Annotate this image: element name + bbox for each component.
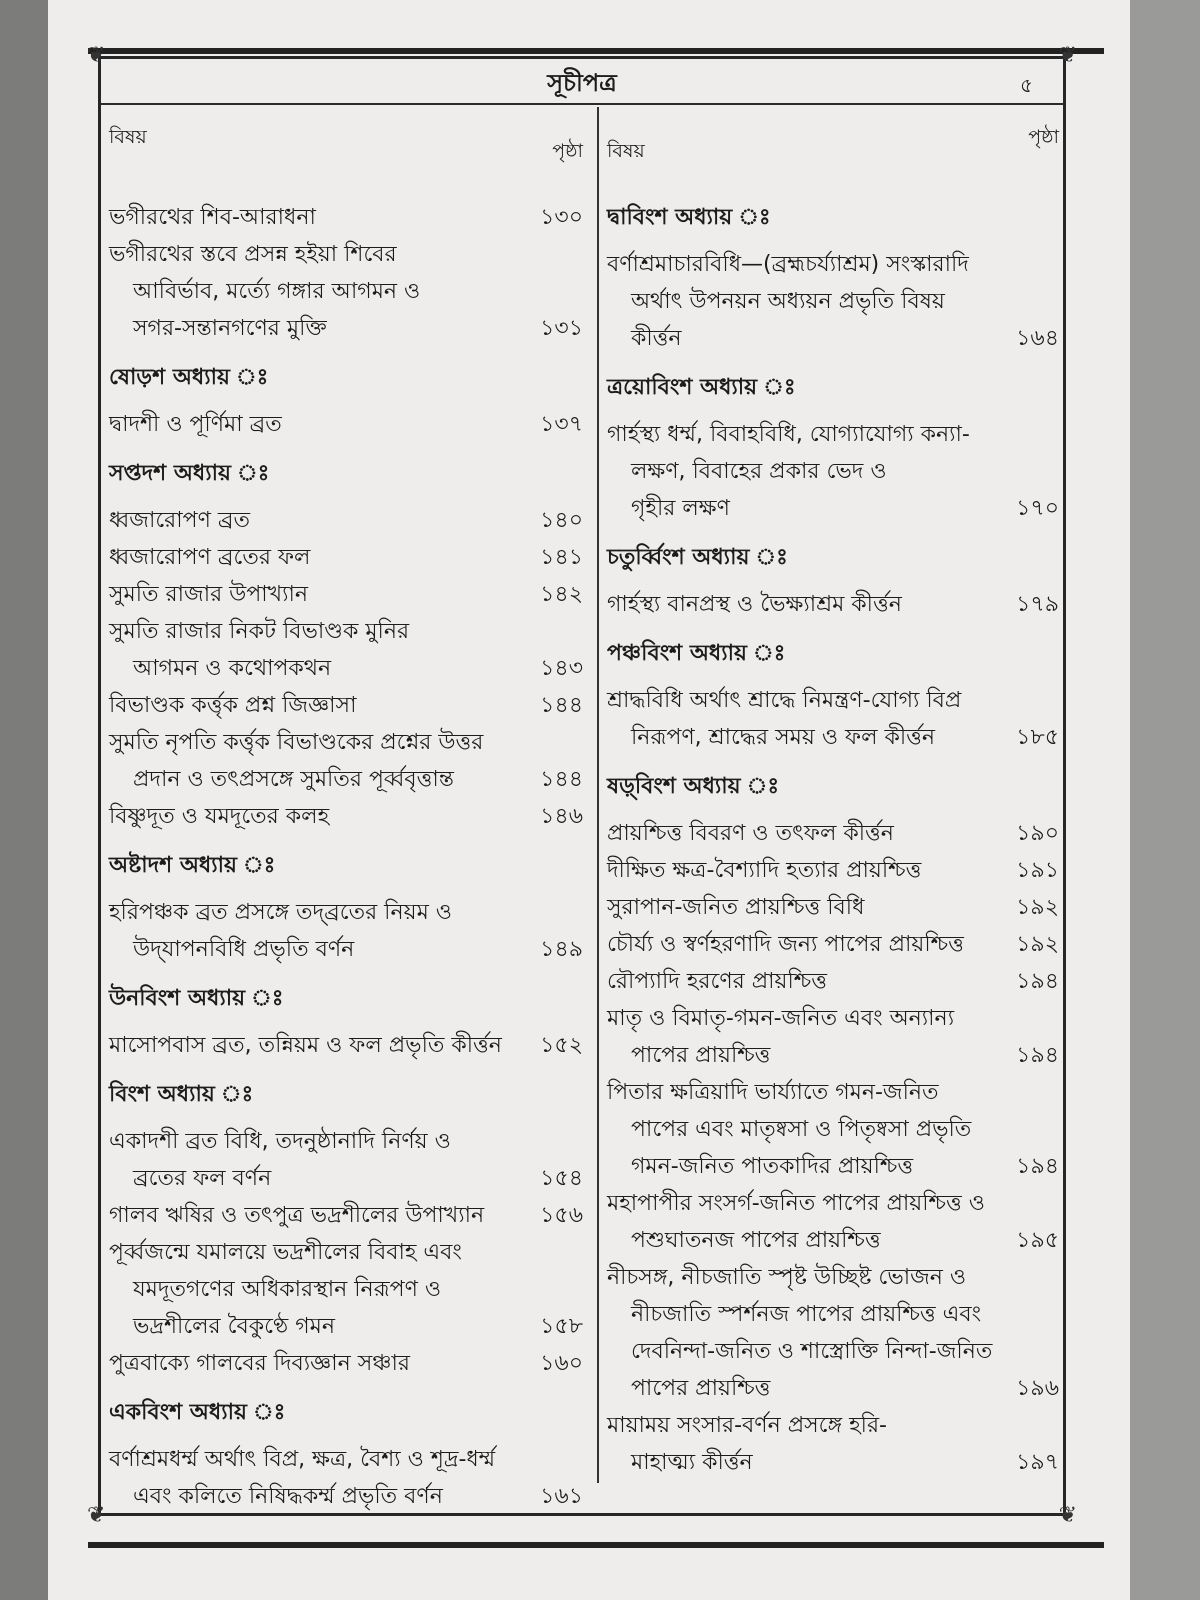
toc-page-number: ১৯৪ (1016, 1043, 1059, 1068)
toc-entry-text: মহাপাপীর সংসর্গ-জনিত পাপের প্রায়শ্চিত্ত ও (607, 1191, 985, 1216)
toc-entry-text: পিতার ক্ষত্রিয়াদি ভার্য্যাতে গমন-জনিত (607, 1080, 939, 1105)
page-number: ৫ (1020, 73, 1033, 97)
toc-page-number: ১৪৩ (540, 656, 583, 681)
toc-entry-text: লক্ষণ, বিবাহের প্রকার ভেদ ও (631, 459, 887, 484)
toc-page-number: ১৪৪ (540, 693, 583, 718)
toc-entry-text: মায়াময় সংসার-বর্ণন প্রসঙ্গে হরি- (607, 1413, 888, 1438)
toc-entry-text: একাদশী ব্রত বিধি, তদনুষ্ঠানাদি নির্ণয় ও (109, 1129, 451, 1154)
toc-entry (109, 798, 583, 835)
toc-entry (109, 1027, 583, 1064)
toc-entry-text: অর্থাৎ উপনয়ন অধ্যয়ন প্রভৃতি বিষয় (631, 289, 945, 314)
toc-entry (109, 406, 583, 443)
toc-page-number: ১৬৪ (1016, 326, 1059, 351)
toc-entry-text: আগমন ও কথোপকথন (133, 656, 332, 681)
right-column (607, 123, 1059, 1481)
toc-entry (109, 687, 583, 724)
toc-page-number: ১৩০ (540, 205, 583, 230)
toc-entry-text: মাতৃ ও বিমাতৃ-গমন-জনিত এবং অন্যান্য (607, 1006, 955, 1031)
toc-page-number: ১৯৬ (1016, 1376, 1059, 1401)
toc-page-number: ১৯৫ (1016, 1228, 1059, 1253)
toc-page-number: ১৯২ (1016, 895, 1059, 920)
chapter-heading: বিংশ অধ্যায় ঃ (109, 1082, 254, 1107)
toc-entry-text: মাহাত্ম্য কীর্ত্তন (631, 1450, 753, 1475)
toc-entry (607, 926, 1059, 963)
page-header: পৃষ্ঠা (1028, 126, 1059, 148)
toc-page-number: ১৪০ (540, 508, 583, 533)
toc-entry (109, 1345, 583, 1382)
toc-entry-text: বর্ণাশ্রমাচারবিধি—(ব্রহ্মচর্য্যাশ্রম) সংস্কারাদি (607, 252, 969, 277)
toc-entry-text: দ্বাদশী ও পূর্ণিমা ব্রত (109, 412, 282, 437)
toc-entry (109, 894, 583, 968)
toc-entry-text: বিভাণ্ডক কর্ত্তৃক প্রশ্ন জিজ্ঞাসা (109, 693, 357, 718)
toc-entry-text: দেবনিন্দা-জনিত ও শাস্ত্রোক্তি নিন্দা-জনিত (631, 1339, 993, 1364)
toc-page-number: ১৫৮ (540, 1314, 583, 1339)
toc-page-number: ১৪১ (540, 545, 583, 570)
toc-entry-text: ব্রতের ফল বর্ণন (133, 1166, 272, 1191)
toc-page-number: ১৫২ (540, 1033, 583, 1058)
corner-ornament-icon: ❦ (87, 1503, 106, 1528)
toc-entry (607, 1259, 1059, 1407)
toc-page-number: ১৪৯ (540, 937, 583, 962)
toc-list-left (109, 199, 583, 1515)
toc-entry-text: সগর-সন্তানগণের মুক্তি (133, 316, 327, 341)
toc-entry-text: হরিপঞ্চক ব্রত প্রসঙ্গে তদ্‌ব্রতের নিয়ম ও (109, 900, 452, 925)
toc-entry (607, 586, 1059, 623)
toc-entry (607, 1074, 1059, 1185)
subject-header: বিষয় (109, 126, 147, 148)
toc-entry-text: রৌপ্যাদি হরণের প্রায়শ্চিত্ত (607, 969, 827, 994)
toc-page-number: ১৯৭ (1016, 1450, 1059, 1475)
toc-entry-text: পুত্রবাক্যে গালবের দিব্যজ্ঞান সঞ্চার (109, 1351, 410, 1376)
page-shadow-right (1130, 0, 1200, 1600)
toc-entry (109, 236, 583, 347)
toc-entry-text: মাসোপবাস ব্রত, তন্নিয়ম ও ফল প্রভৃতি কীর্ত্তন (109, 1033, 502, 1058)
toc-entry-text: ভগীরথের শিব-আরাধনা (109, 205, 316, 230)
toc-entry-text: দীক্ষিত ক্ষত্র-বৈশ্যাদি হত্যার প্রায়শ্চিত্ত (607, 858, 922, 883)
chapter-heading: দ্বাবিংশ অধ্যায় ঃ (607, 205, 771, 230)
page-header: পৃষ্ঠা (552, 140, 583, 162)
corner-ornament-icon: ❦ (87, 43, 106, 68)
toc-entry (607, 1185, 1059, 1259)
toc-page-number: ১৯১ (1016, 858, 1059, 883)
chapter-heading: ষড়্‌বিংশ অধ্যায় ঃ (607, 774, 780, 799)
toc-entry (109, 502, 583, 539)
toc-entry-text: সুরাপান-জনিত প্রায়শ্চিত্ত বিধি (607, 895, 865, 920)
toc-entry-text: পূর্ব্বজন্মে যমালয়ে ভদ্রশীলের বিবাহ এবং (109, 1240, 462, 1265)
toc-entry-text: শ্রাদ্ধবিধি অর্থাৎ শ্রাদ্ধে নিমন্ত্রণ-যোগ্য বিপ্র (607, 688, 962, 713)
toc-entry-text: পাপের প্রায়শ্চিত্ত (631, 1043, 771, 1068)
toc-entry (607, 682, 1059, 756)
toc-entry-text: গার্হস্থ্য ধর্ম্ম, বিবাহবিধি, যোগ্যাযোগ্য কন্যা- (607, 422, 970, 447)
chapter-heading: একবিংশ অধ্যায় ঃ (109, 1400, 286, 1425)
toc-entry-text: গার্হস্থ্য বানপ্রস্থ ও ভৈক্ষ্যাশ্রম কীর্ত্তন (607, 592, 902, 617)
column-header (109, 123, 583, 169)
toc-entry-text: চৌর্য্য ও স্বর্ণহরণাদি জন্য পাপের প্রায়শ্চিত্ত (607, 932, 964, 957)
toc-page-number: ১৫৪ (540, 1166, 583, 1191)
toc-entry (607, 416, 1059, 527)
toc-entry-text: সুমতি রাজার নিকট বিভাণ্ডক মুনির (109, 619, 410, 644)
toc-entry-text: কীর্ত্তন (631, 326, 682, 351)
toc-entry-text: প্রায়শ্চিত্ত বিবরণ ও তৎফল কীর্ত্তন (607, 821, 894, 846)
toc-entry (109, 613, 583, 687)
toc-entry (607, 963, 1059, 1000)
toc-entry (109, 576, 583, 613)
toc-entry-text: নীচসঙ্গ, নীচজাতি স্পৃষ্ট উচ্ছিষ্ট ভোজন ও (607, 1265, 967, 1290)
toc-entry-text: গৃহীর লক্ষণ (631, 496, 730, 521)
chapter-heading: চতুর্ব্বিংশ অধ্যায় ঃ (607, 545, 788, 570)
toc-page-number: ১৯৪ (1016, 969, 1059, 994)
chapter-heading: পঞ্চবিংশ অধ্যায় ঃ (607, 641, 786, 666)
toc-entry (607, 889, 1059, 926)
toc-entry-text: নিরূপণ, শ্রাদ্ধের সময় ও ফল কীর্ত্তন (631, 725, 936, 750)
toc-page-number: ১৯০ (1016, 821, 1059, 846)
toc-entry-text: বর্ণাশ্রমধর্ম্ম অর্থাৎ বিপ্র, ক্ষত্র, বৈশ্য ও শূদ্র-ধর্ম্ম (109, 1447, 496, 1472)
chapter-heading: ত্রয়োবিংশ অধ্যায় ঃ (607, 375, 796, 400)
toc-page-number: ১৮৫ (1016, 725, 1059, 750)
toc-entry (109, 1234, 583, 1345)
toc-entry-text: গমন-জনিত পাতকাদির প্রায়শ্চিত্ত (631, 1154, 914, 1179)
toc-entry-text: এবং কলিতে নিষিদ্ধকর্ম্ম প্রভৃতি বর্ণন (133, 1484, 443, 1509)
subject-header: বিষয় (607, 140, 645, 162)
page-shadow-left (0, 0, 48, 1600)
toc-entry (109, 539, 583, 576)
toc-entry-text: ভদ্রশীলের বৈকুণ্ঠে গমন (133, 1314, 336, 1339)
toc-list-right (607, 199, 1059, 1481)
toc-entry-text: পশুঘাতনজ পাপের প্রায়শ্চিত্ত (631, 1228, 881, 1253)
toc-page-number: ১৯২ (1016, 932, 1059, 957)
toc-entry-text: ধ্বজারোপণ ব্রতের ফল (109, 545, 311, 570)
toc-entry-text: পাপের প্রায়শ্চিত্ত (631, 1376, 771, 1401)
toc-entry (109, 199, 583, 236)
toc-entry-text: সুমতি রাজার উপাখ্যান (109, 582, 308, 607)
column-header (607, 123, 1059, 169)
toc-page-number: ১৯৪ (1016, 1154, 1059, 1179)
corner-ornament-icon: ❦ (1058, 43, 1077, 68)
toc-entry-text: উদ্‌যাপনবিধি প্রভৃতি বর্ণন (133, 937, 355, 962)
toc-entry-text: যমদূতগণের অধিকারস্থান নিরূপণ ও (133, 1277, 442, 1302)
toc-page-number: ১৬১ (540, 1484, 583, 1509)
left-column (109, 123, 583, 1515)
toc-entry (109, 1441, 583, 1515)
corner-ornament-icon: ❦ (1058, 1503, 1077, 1528)
toc-entry-text: পাপের এবং মাতৃষ্বসা ও পিতৃষ্বসা প্রভৃতি (631, 1117, 972, 1142)
toc-page-number: ১৪৪ (540, 767, 583, 792)
toc-entry (607, 852, 1059, 889)
toc-page-number: ১৩৭ (540, 412, 583, 437)
toc-entry-text: বিষ্ণুদূত ও যমদূতের কলহ (109, 804, 330, 829)
toc-entry (607, 1407, 1059, 1481)
toc-entry-text: আবির্ভাব, মর্ত্যে গঙ্গার আগমন ও (133, 279, 421, 304)
toc-page-number: ১৪৬ (540, 804, 583, 829)
toc-entry-text: গালব ঋষির ও তৎপুত্র ভদ্রশীলের উপাখ্যান (109, 1203, 485, 1228)
toc-entry (109, 1123, 583, 1197)
toc-entry (607, 815, 1059, 852)
contents-frame (87, 43, 1077, 1528)
chapter-heading: উনবিংশ অধ্যায় ঃ (109, 986, 284, 1011)
toc-page-number: ১৭০ (1016, 496, 1059, 521)
page-title: সূচীপত্র (547, 69, 617, 97)
toc-entry-text: প্রদান ও তৎপ্রসঙ্গে সুমতির পূর্ব্ববৃত্তান্ত (133, 767, 454, 792)
toc-entry-text: নীচজাতি স্পর্শনজ পাপের প্রায়শ্চিত্ত এবং (631, 1302, 982, 1327)
toc-entry (109, 1197, 583, 1234)
toc-entry (109, 724, 583, 798)
toc-page-number: ১৩১ (540, 316, 583, 341)
chapter-heading: সপ্তদশ অধ্যায় ঃ (109, 461, 270, 486)
toc-entry (607, 246, 1059, 357)
toc-entry-text: ভগীরথের স্তবে প্রসন্ন হইয়া শিবের (109, 242, 397, 267)
chapter-heading: ষোড়শ অধ্যায় ঃ (109, 365, 269, 390)
toc-page-number: ১৪২ (540, 582, 583, 607)
toc-entry-text: সুমতি নৃপতি কর্ত্তৃক বিভাণ্ডকের প্রশ্নের উত্তর (109, 730, 484, 755)
toc-entry (607, 1000, 1059, 1074)
toc-page-number: ১৫৬ (540, 1203, 583, 1228)
chapter-heading: অষ্টাদশ অধ্যায় ঃ (109, 853, 276, 878)
header-rule (101, 103, 1063, 105)
toc-entry-text: ধ্বজারোপণ ব্রত (109, 508, 251, 533)
column-divider (597, 107, 599, 1483)
toc-page-number: ১৬০ (540, 1351, 583, 1376)
toc-page-number: ১৭৯ (1016, 592, 1059, 617)
